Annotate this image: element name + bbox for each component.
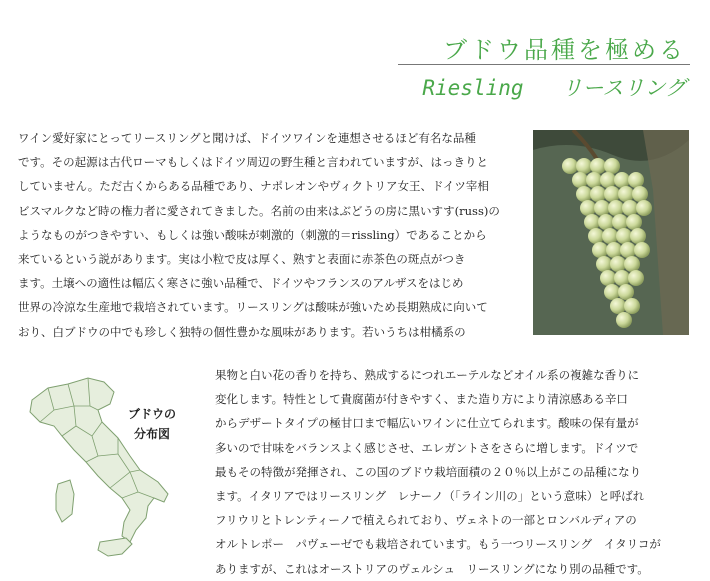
grape-berry — [596, 256, 612, 272]
italy-distribution-map — [18, 366, 183, 564]
text-line: 変化します。特性として貴腐菌が付きやすく、また造り方により清涼感ある辛口 — [215, 392, 628, 407]
text-line: 来ているという説があります。実は小粒で皮は厚く、熟すと表面に赤茶色の斑点がつき — [18, 252, 466, 267]
grape-berry — [594, 200, 610, 216]
riesling-grape-photo — [533, 130, 689, 335]
grape-berry — [562, 158, 578, 174]
grape-berry — [616, 312, 632, 328]
grape-berry — [598, 214, 614, 230]
grape-berry — [590, 158, 606, 174]
grape-berry — [618, 186, 634, 202]
page-title: ブドウ品種を極める — [443, 36, 686, 64]
grape-berry — [614, 270, 630, 286]
grape-berry — [618, 284, 634, 300]
text-line: 最もその特徴が発揮され、この国のブドウ栽培面積の２０％以上がこの品種になり — [215, 464, 642, 479]
sicily-island — [98, 538, 132, 556]
text-line: フリウリとトレンティーノで植えられており、ヴェネトの一部とロンバルディアの — [215, 513, 637, 528]
grape-berry — [624, 256, 640, 272]
grape-berry — [588, 228, 604, 244]
grape-berry — [636, 200, 652, 216]
grape-berry — [602, 228, 618, 244]
grape-berry — [586, 172, 602, 188]
sardinia-island — [56, 480, 74, 522]
map-label — [128, 404, 176, 444]
grape-berry — [634, 242, 650, 258]
grape-berry — [612, 214, 628, 230]
grape-berry — [572, 172, 588, 188]
grape-berry — [608, 200, 624, 216]
grape-berry — [614, 172, 630, 188]
grape-berry — [604, 158, 620, 174]
grape-berry — [606, 242, 622, 258]
text-line: オルトレポー パヴェーゼでも栽培されています。もう一つリースリング イタリコが — [215, 537, 661, 552]
grape-berry — [630, 228, 646, 244]
grape-berry — [576, 186, 592, 202]
text-line: ようなものがつきやすい、もしくは強い酸味が刺激的（刺激的＝rissling）であることから — [18, 227, 487, 242]
text-line: ます。土壌への適性は幅広く寒さに強い品種で、ドイツやフランスのアルザスをはじめ — [18, 276, 464, 291]
body-paragraph-1 — [18, 126, 523, 344]
grape-berry — [624, 298, 640, 314]
grape-berry — [628, 172, 644, 188]
grape-berry — [590, 186, 606, 202]
text-line: ありますが、これはオーストリアのヴェルシュ リースリングになり別の品種です。 — [215, 561, 649, 576]
text-line: おり、白ブドウの中でも珍しく独特の個性豊かな風味があります。若いうちは柑橘系の — [18, 324, 466, 339]
grape-berry — [632, 186, 648, 202]
map-label-line-1: ブドウの — [128, 407, 177, 421]
page-subtitle: Riesling リースリング — [422, 76, 686, 100]
text-line: です。その起源は古代ローマもしくはドイツ周辺の野生種と言われていますが、はっきりと — [18, 155, 488, 170]
grape-berry — [628, 270, 644, 286]
grape-berry — [580, 200, 596, 216]
grape-berry — [576, 158, 592, 174]
grape-berry — [600, 172, 616, 188]
grape-berry — [620, 242, 636, 258]
grape-berry — [592, 242, 608, 258]
grape-berry — [610, 298, 626, 314]
text-line: 果物と白い花の香りを持ち、熟成するにつれエーテルなどオイル系の複雑な香りに — [215, 368, 640, 382]
text-line: 多いので甘味をバランスよく感じさせ、エレガントさをさらに増します。ドイツで — [215, 440, 639, 455]
grape-berry — [616, 228, 632, 244]
italy-mainland — [30, 378, 168, 542]
text-line: していません。ただ古くからある品種であり、ナポレオンやヴィクトリア女王、ドイツ宰相 — [18, 179, 489, 194]
text-line: ます。イタリアではリースリング レナーノ（「ライン川の」という意味）と呼ばれ — [215, 489, 645, 504]
text-line: ビスマルクなど時の権力者に愛されてきました。名前の由来はぶどうの房に黒いすす(russ)の — [18, 203, 500, 218]
grape-berry — [622, 200, 638, 216]
grape-berry — [584, 214, 600, 230]
title-divider — [398, 64, 690, 65]
text-line: ワイン愛好家にとってリースリングと聞けば、ドイツワインを連想させるほど有名な品種 — [18, 131, 476, 145]
grape-berry — [626, 214, 642, 230]
body-paragraph-2 — [215, 363, 695, 581]
grape-berry — [604, 186, 620, 202]
grape-berry — [604, 284, 620, 300]
text-line: からデザートタイプの極甘口まで幅広いワインに仕立てられます。酸味の保有量が — [215, 416, 639, 431]
grape-berry — [600, 270, 616, 286]
grape-cluster-image — [533, 130, 689, 335]
grape-berry — [610, 256, 626, 272]
text-line: 世界の冷涼な生産地で栽培されています。リースリングは酸味が強いため長期熟成に向いて — [18, 300, 488, 315]
map-label-line-2: 分布図 — [134, 427, 171, 441]
